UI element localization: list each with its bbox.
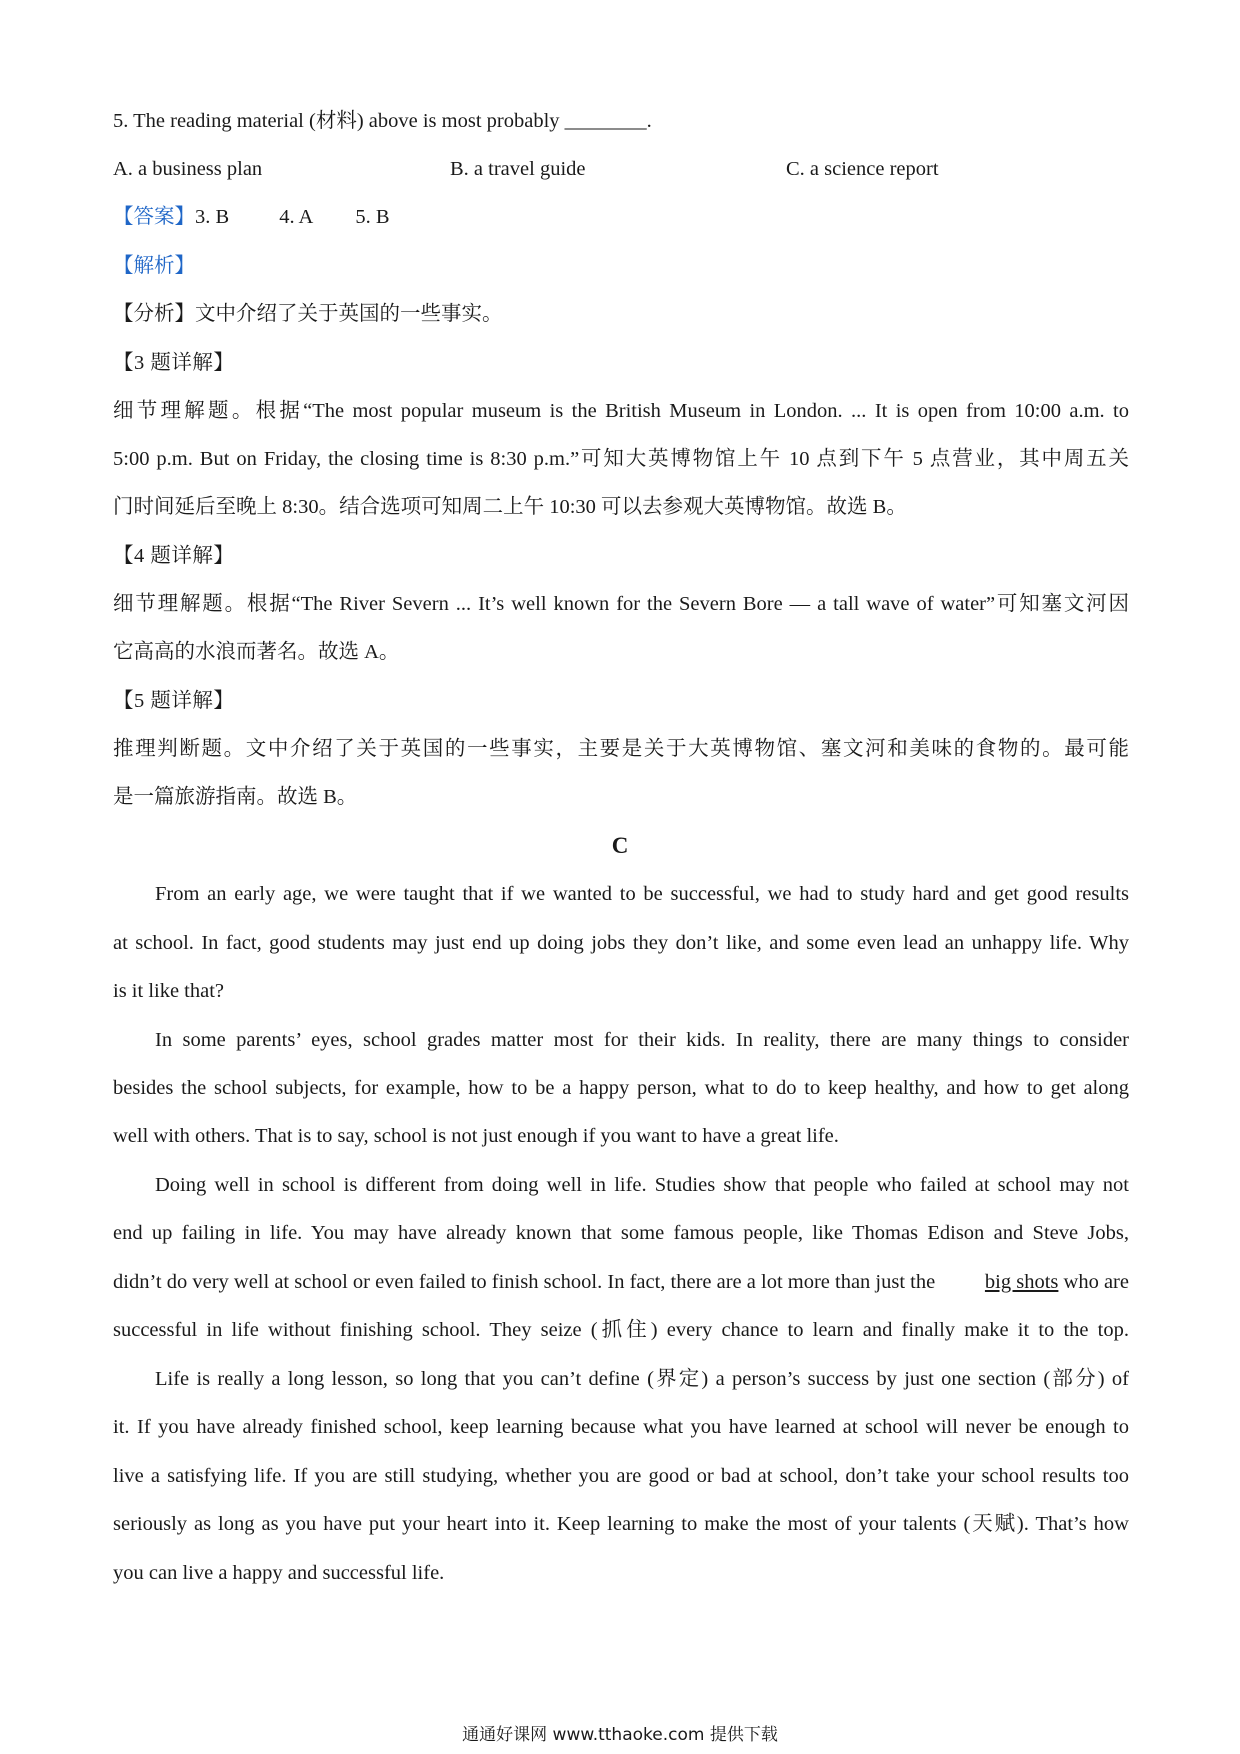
- q4-line-1: 细节理解题。根据“The River Severn ... It’s well known for the Severn Bore — a tall wave of water”可知塞文河因: [113, 593, 1129, 615]
- answer-item-4: 4. A: [279, 206, 314, 228]
- overview-tag: 【分析】: [113, 303, 195, 325]
- answer-line: [113, 202, 390, 232]
- p3-line-3-text: didn’t do very well at school or even failed to finish school. In fact, there are a lot more than just the: [113, 1271, 941, 1293]
- q3-heading: 【3 题详解】: [113, 352, 235, 374]
- p2-line-3: well with others. That is to say, school is not just enough if you want to have a great life.: [113, 1125, 839, 1147]
- option-b: B. a travel guide: [450, 158, 586, 180]
- option-a: A. a business plan: [113, 158, 263, 180]
- answer-item-3: 3. B: [195, 206, 230, 228]
- option-c: C. a science report: [786, 158, 939, 180]
- question-5-stem: [113, 106, 652, 136]
- q4-heading: 【4 题详解】: [113, 545, 235, 567]
- question-5-prefix: 5. The reading material (材料) above is most probably: [113, 110, 565, 132]
- q3-line-2: 5:00 p.m. But on Friday, the closing time is 8:30 p.m.”可知大英博物馆上午 10 点到下午 5 点营业，其中周五关: [113, 448, 1129, 470]
- q5-line-2: 是一篇旅游指南。故选 B。: [113, 786, 358, 808]
- p4-line-4: seriously as long as you have put your heart into it. Keep learning to make the most of your talents (天赋). That’s how: [113, 1513, 1129, 1535]
- overview-line: [113, 299, 503, 329]
- p3-line-1: Doing well in school is different from doing well in life. Studies show that people who failed at school may not: [155, 1174, 1129, 1196]
- answer-tag: 【答案】: [113, 206, 195, 228]
- p3-line-4: successful in life without finishing school. They seize (抓住) every chance to learn and finally make it to the top.: [113, 1319, 1129, 1341]
- p2-line-2: besides the school subjects, for example, how to be a happy person, what to do to keep healthy, and how to get along: [113, 1077, 1129, 1099]
- p3-line-2: end up failing in life. You may have already known that some famous people, like Thomas Edison and Steve Jobs,: [113, 1222, 1129, 1244]
- analysis-tag: 【解析】: [113, 255, 195, 277]
- q3-line-1: 细节理解题。根据“The most popular museum is the British Museum in London. ... It is open from 10:00 a.m. to: [113, 400, 1129, 422]
- p4-line-1: Life is really a long lesson, so long that you can’t define (界定) a person’s success by just one section (部分) of: [155, 1368, 1129, 1390]
- p4-line-5: you can live a happy and successful life.: [113, 1562, 445, 1584]
- p4-line-2: it. If you have already finished school, keep learning because what you have learned at school will never be enough to: [113, 1416, 1129, 1438]
- footer-watermark: 通通好课网 www.tthaoke.com 提供下载: [462, 1725, 778, 1745]
- passage-title: C: [611, 833, 629, 858]
- p2-line-1: In some parents’ eyes, school grades matter most for their kids. In reality, there are many things to consider: [155, 1029, 1129, 1051]
- p1-line-2: at school. In fact, good students may just end up doing jobs they don’t like, and some even lead an unhappy life. Why: [113, 932, 1129, 954]
- p3-line-3: [113, 1267, 1129, 1297]
- overview-text: 文中介绍了关于英国的一些事实。: [195, 303, 503, 325]
- q5-line-1: 推理判断题。文中介绍了关于英国的一些事实，主要是关于大英博物馆、塞文河和美味的食物的。最可能: [113, 738, 1129, 760]
- q4-line-2: 它高高的水浪而著名。故选 A。: [113, 641, 400, 663]
- question-5-blank: ________: [564, 110, 647, 132]
- question-5-suffix: .: [646, 110, 652, 132]
- q3-line-3: 门时间延后至晚上 8:30。结合选项可知周二上午 10:30 可以去参观大英博物馆。故选 B。: [113, 496, 907, 518]
- q5-heading: 【5 题详解】: [113, 690, 235, 712]
- answer-item-5: 5. B: [355, 206, 390, 228]
- p1-line-1: From an early age, we were taught that if we wanted to be successful, we had to study hard and get good results: [155, 883, 1129, 905]
- p3-line-3-tail: who are: [1058, 1271, 1129, 1293]
- p1-line-3: is it like that?: [113, 980, 225, 1002]
- p4-line-3: live a satisfying life. If you are still studying, whether you are good or bad at school, don’t take your school results too: [113, 1465, 1129, 1487]
- big-shots-underlined: big shots: [984, 1271, 1059, 1293]
